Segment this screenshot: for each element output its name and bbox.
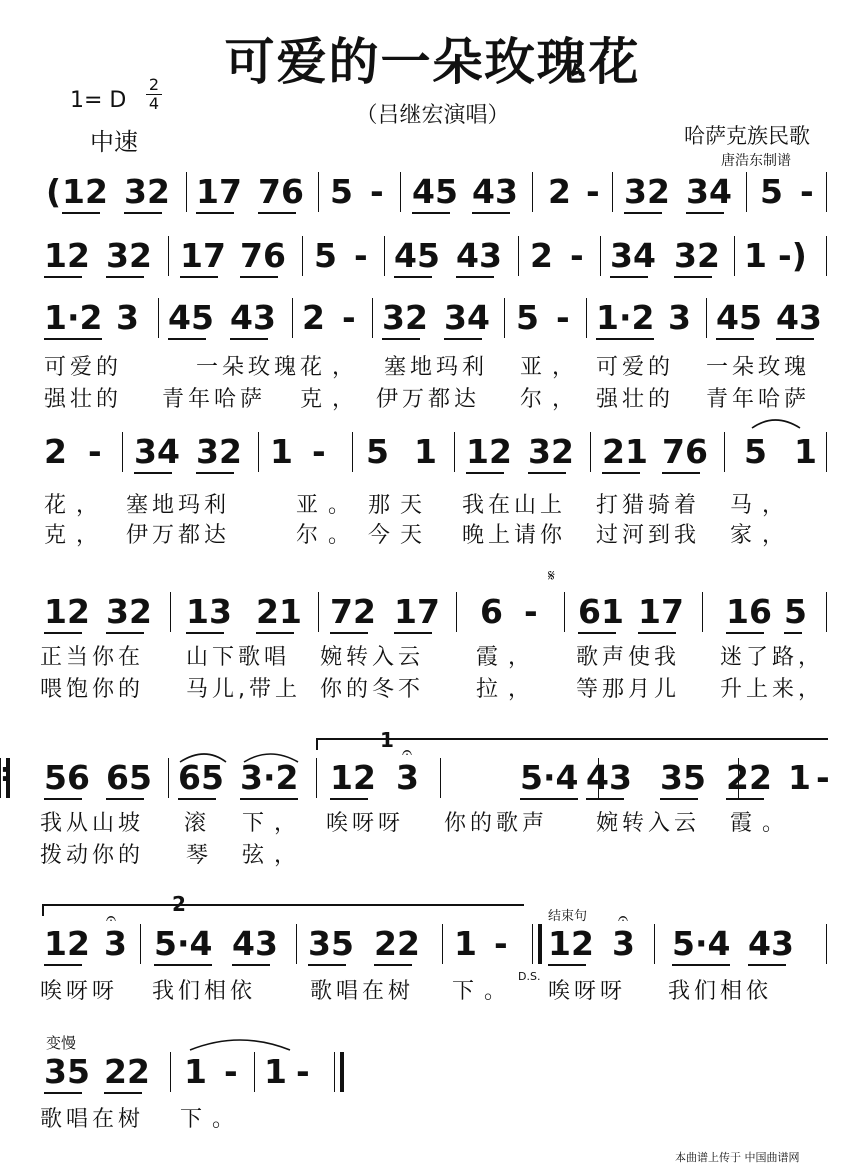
footer-source: 本曲谱上传于 中国曲谱网 [675, 1151, 800, 1164]
note: 2 [302, 298, 325, 337]
lyric-word: 克， [300, 387, 365, 412]
note: 32 [106, 592, 152, 631]
lyric-word: 升上来， [720, 677, 825, 702]
note: 1·2 [44, 298, 103, 337]
note: -) [778, 236, 807, 275]
lyric-word: 你的冬不 [320, 677, 425, 702]
note: 5 [516, 298, 539, 337]
lyric-word: 可爱的 [596, 355, 675, 380]
note: - [586, 172, 600, 211]
note: 1 [454, 924, 477, 963]
lyric-word: 打猎骑着 [596, 493, 701, 518]
lyric-word: 青年哈萨 [162, 387, 267, 412]
note: 1 [270, 432, 293, 471]
lyric-word: 唉呀呀 [40, 979, 119, 1004]
note: 3 [116, 298, 139, 337]
note: 45 [394, 236, 440, 275]
note: - [816, 758, 830, 797]
note: 3 [396, 758, 419, 797]
lyric-word: 伊万都达 [376, 387, 481, 412]
lyric-word: 唉呀呀 [326, 811, 405, 836]
lyric-word: 塞地玛利 [126, 493, 231, 518]
key-signature: 1= D [70, 88, 127, 113]
lyric-word: 歌声使我 [576, 645, 681, 670]
page-title: 可爱的一朵玫瑰花 [224, 33, 641, 91]
note: 43 [456, 236, 502, 275]
note: 5 [784, 592, 807, 631]
note: 2 [530, 236, 553, 275]
note: - [556, 298, 570, 337]
note: 43 [472, 172, 518, 211]
lyric-word: 你的歌声 [444, 811, 549, 836]
lyric-word: 强壮的 [596, 387, 675, 412]
lyric-word: 歌唱在树 [40, 1107, 145, 1132]
note: - [354, 236, 368, 275]
note: 43 [776, 298, 822, 337]
note: 76 [258, 172, 304, 211]
tempo-marking: 中速 [90, 128, 138, 156]
lyric-word: 那天 [368, 493, 433, 518]
singer-credit: （吕继宏演唱） [355, 103, 510, 128]
note: 32 [674, 236, 720, 275]
note: 12 [44, 592, 90, 631]
note: 72 [330, 592, 376, 631]
note: 3 [104, 924, 127, 963]
segno-mark: 𝄋 [548, 566, 555, 585]
lyric-word: 拉， [476, 677, 541, 702]
lyric-word: 下。 [180, 1107, 245, 1132]
note: 3·2 [240, 758, 299, 797]
note: 22 [104, 1052, 150, 1091]
ending-label: 结束句 [548, 909, 588, 924]
lyric-word: 克， [44, 523, 109, 548]
lyric-word: 歌唱在树 [310, 979, 415, 1004]
origin-credit: 哈萨克族民歌 [684, 124, 810, 148]
note: 45 [168, 298, 214, 337]
note: 35 [44, 1052, 90, 1091]
note: 61 [578, 592, 624, 631]
note: 17 [196, 172, 242, 211]
note: 1 [744, 236, 767, 275]
note: 5 [366, 432, 389, 471]
note: 1 [264, 1052, 287, 1091]
meter-top: 2 [148, 75, 160, 94]
lyric-word: 过河到我 [596, 523, 701, 548]
lyric-word: 正当你在 [40, 645, 145, 670]
note: - [312, 432, 326, 471]
note: 22 [726, 758, 772, 797]
lyric-word: 霞， [476, 645, 541, 670]
lyric-word: 一朵玫瑰 [706, 355, 811, 380]
lyric-word: 尔。 [296, 523, 361, 548]
lyric-word: 花， [300, 355, 365, 380]
tie-row8 [190, 1040, 290, 1050]
slur-row4 [752, 420, 800, 428]
note: 65 [178, 758, 224, 797]
note: 17 [394, 592, 440, 631]
note: 5 [330, 172, 353, 211]
lyric-word: 拨动你的 [40, 843, 145, 868]
lyric-word: 今天 [368, 523, 433, 548]
note: 65 [106, 758, 152, 797]
note: 34 [686, 172, 732, 211]
lyric-word: 霞。 [730, 811, 795, 836]
meter-bottom: 4 [148, 94, 160, 113]
note: 5·4 [520, 758, 579, 797]
lyric-word: 晚上请你 [462, 523, 567, 548]
note: 1 [794, 432, 817, 471]
note: 16 [726, 592, 772, 631]
lyric-word: 山下歌唱 [186, 645, 291, 670]
lyric-word: 我在山上 [462, 493, 567, 518]
lyric-word: 唉呀呀 [548, 979, 627, 1004]
fermata-2: 𝄐 [106, 908, 117, 929]
note: 12 [62, 172, 108, 211]
note: 34 [134, 432, 180, 471]
note: 1 [184, 1052, 207, 1091]
fermata-3: 𝄐 [618, 908, 629, 929]
note: 76 [662, 432, 708, 471]
note: 17 [180, 236, 226, 275]
note: 5 [760, 172, 783, 211]
note: 3 [612, 924, 635, 963]
lyric-word: 青年哈萨 [706, 387, 811, 412]
note: 3 [668, 298, 691, 337]
note: 43 [586, 758, 632, 797]
note: - [494, 924, 508, 963]
note: 32 [624, 172, 670, 211]
note: 2 [548, 172, 571, 211]
note: 5 [744, 432, 767, 471]
note: 43 [230, 298, 276, 337]
note: 56 [44, 758, 90, 797]
note: - [342, 298, 356, 337]
ds-mark: D.S. [518, 970, 541, 983]
lyric-word: 我们相依 [152, 979, 257, 1004]
volta-1-number: 1 [380, 728, 394, 752]
note: 12 [330, 758, 376, 797]
note: 32 [196, 432, 242, 471]
note: - [224, 1052, 238, 1091]
note: 5·4 [154, 924, 213, 963]
note: 32 [382, 298, 428, 337]
arranger-credit: 唐浩东制谱 [721, 153, 791, 169]
lyric-word: 亚， [520, 355, 585, 380]
lyric-word: 琴 [186, 843, 219, 868]
note: 32 [124, 172, 170, 211]
note: 45 [716, 298, 762, 337]
lyric-word: 花， [44, 493, 109, 518]
note: 12 [44, 924, 90, 963]
note: - [88, 432, 102, 471]
note: 13 [186, 592, 232, 631]
note: 17 [638, 592, 684, 631]
note: 12 [44, 236, 90, 275]
note: 76 [240, 236, 286, 275]
lyric-word: 我们相依 [668, 979, 773, 1004]
note: 21 [602, 432, 648, 471]
lyric-word: 喂饱你的 [40, 677, 145, 702]
lyric-word: 尔， [520, 387, 585, 412]
lyric-word: 塞地玛利 [384, 355, 489, 380]
note: 21 [256, 592, 302, 631]
note: 34 [444, 298, 490, 337]
lyric-word: 家， [730, 523, 795, 548]
lyric-word: 迷了路， [720, 645, 825, 670]
note: 12 [548, 924, 594, 963]
lyric-word: 马儿,带上 [186, 677, 301, 702]
lyric-word: 婉转入云 [596, 811, 701, 836]
note: 1 [788, 758, 811, 797]
slur-row6b [244, 754, 298, 762]
lyric-word: 滚 [184, 811, 217, 836]
lyric-word: 可爱的 [44, 355, 123, 380]
note: 6 [480, 592, 503, 631]
note: 5 [314, 236, 337, 275]
lyric-word: 马， [730, 493, 795, 518]
fermata-1: 𝄐 [402, 742, 413, 763]
note: 35 [308, 924, 354, 963]
slur-row6a [180, 754, 226, 762]
note: - [370, 172, 384, 211]
note: 12 [466, 432, 512, 471]
note: 1 [414, 432, 437, 471]
lyric-word: 伊万都达 [126, 523, 231, 548]
note: 1·2 [596, 298, 655, 337]
lyric-word: 亚。 [296, 493, 361, 518]
note: - [524, 592, 538, 631]
note: 34 [610, 236, 656, 275]
note: 43 [748, 924, 794, 963]
lyric-word: 我从山坡 [40, 811, 145, 836]
note: - [800, 172, 814, 211]
volta-2-number: 2 [172, 892, 186, 916]
note: - [296, 1052, 310, 1091]
note: - [570, 236, 584, 275]
lyric-word: 弦， [242, 843, 307, 868]
note: ( [46, 172, 62, 211]
note: 2 [44, 432, 67, 471]
note: 35 [660, 758, 706, 797]
note: 32 [106, 236, 152, 275]
lyric-word: 一朵玫瑰 [196, 355, 301, 380]
note: 32 [528, 432, 574, 471]
note: 5·4 [672, 924, 731, 963]
repeat-colon: : [0, 758, 11, 788]
lyric-word: 下。 [452, 979, 517, 1004]
note: 43 [232, 924, 278, 963]
lyric-word: 下， [242, 811, 307, 836]
lyric-word: 婉转入云 [320, 645, 425, 670]
note: 22 [374, 924, 420, 963]
lyric-word: 强壮的 [44, 387, 123, 412]
slower-mark: 变慢 [46, 1034, 77, 1052]
lyric-word: 等那月儿 [576, 677, 681, 702]
note: 45 [412, 172, 458, 211]
